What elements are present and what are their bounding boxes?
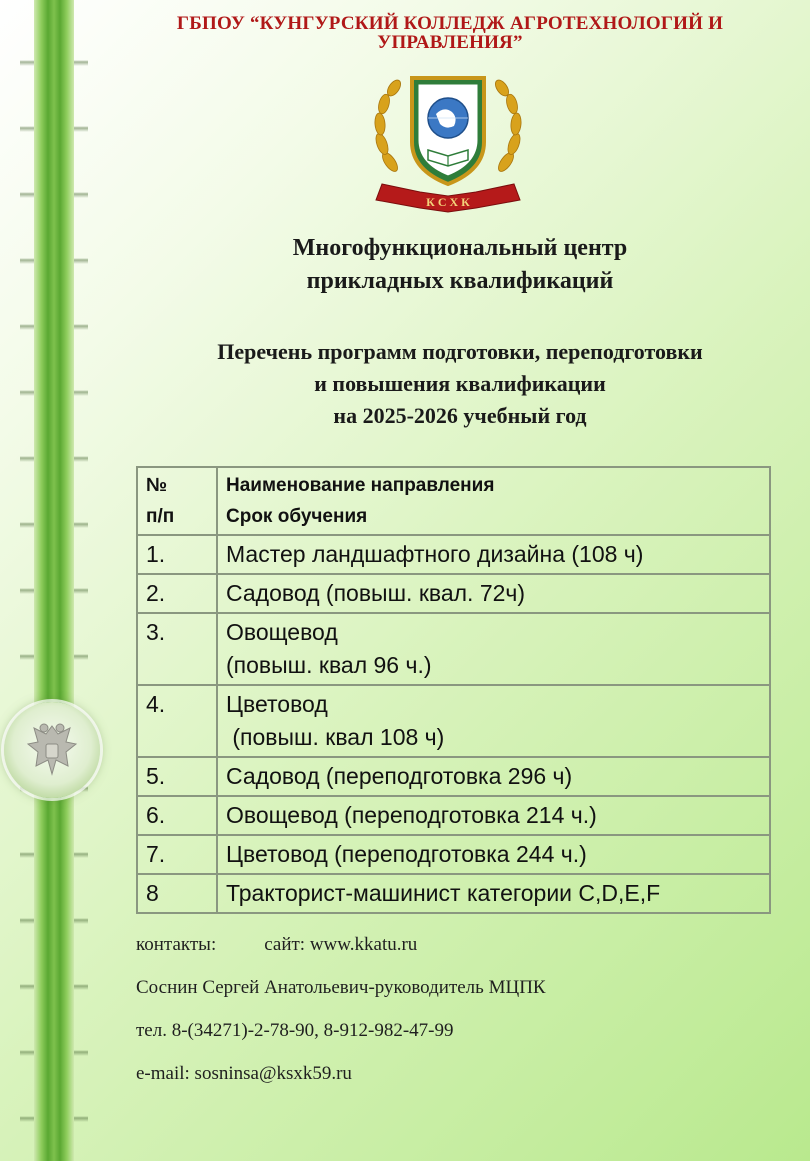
- row-program: Мастер ландшафтного дизайна (108 ч): [217, 535, 770, 574]
- ribbon-ornament-right: [74, 0, 88, 1161]
- contact-person: Соснин Сергей Анатольевич-руководитель МЦПК: [136, 977, 546, 998]
- center-title-line1: Многофункциональный центр: [292, 235, 628, 261]
- contact-phone: тел. 8-(34271)-2-78-90, 8-912-982-47-99: [136, 1020, 454, 1041]
- college-emblem: [360, 66, 536, 221]
- contacts-row-site: [136, 930, 776, 973]
- row-number: 2.: [137, 574, 217, 613]
- table-row: [137, 574, 770, 613]
- programs-table: [136, 466, 771, 914]
- table-row: [137, 535, 770, 574]
- program-list-title-line3: на 2025-2026 учебный год: [333, 403, 587, 428]
- emblem-ribbon-text: К С Х К: [426, 195, 470, 209]
- row-number: 6.: [137, 796, 217, 835]
- table-row: [137, 874, 770, 913]
- row-program: Овощевод (повыш. квал 96 ч.): [217, 613, 770, 685]
- table-header-number: № п/п: [137, 467, 217, 535]
- row-program: Цветовод (повыш. квал 108 ч): [217, 685, 770, 757]
- program-list-title-line2: и повышения квалификации: [314, 371, 606, 396]
- center-title: [160, 232, 760, 298]
- row-program: Садовод (повыш. квал. 72ч): [217, 574, 770, 613]
- row-number: 8: [137, 874, 217, 913]
- row-number: 1.: [137, 535, 217, 574]
- program-list-title: [110, 336, 810, 432]
- row-number: 3.: [137, 613, 217, 685]
- coat-of-arms-medallion: [4, 702, 100, 798]
- ribbon-ornament-left: [20, 0, 34, 1161]
- contacts-block: [136, 930, 776, 1102]
- row-program: Цветовод (переподготовка 244 ч.): [217, 835, 770, 874]
- table-header-name: Наименование направления Срок обучения: [217, 467, 770, 535]
- organization-name-line2: УПРАВЛЕНИЯ”: [377, 32, 523, 53]
- double-headed-eagle-icon: [22, 718, 82, 782]
- organization-name: [120, 14, 780, 52]
- contact-email[interactable]: e-mail: sosninsa@ksxk59.ru: [136, 1063, 352, 1084]
- table-row: [137, 796, 770, 835]
- table-row: [137, 757, 770, 796]
- row-number: 7.: [137, 835, 217, 874]
- decorative-ribbon: [34, 0, 74, 1161]
- center-title-line2: прикладных квалификаций: [306, 268, 614, 294]
- row-program: Тракторист-машинист категории С,D,Е,F: [217, 874, 770, 913]
- table-row: [137, 685, 770, 757]
- table-row: [137, 835, 770, 874]
- organization-name-line1: ГБПОУ “КУНГУРСКИЙ КОЛЛЕДЖ АГРОТЕХНОЛОГИЙ И: [176, 13, 724, 34]
- row-program: Овощевод (переподготовка 214 ч.): [217, 796, 770, 835]
- table-header-row: [137, 467, 770, 535]
- row-number: 4.: [137, 685, 217, 757]
- website-link[interactable]: сайт: www.kkatu.ru: [264, 934, 418, 955]
- table-row: [137, 613, 770, 685]
- row-program: Садовод (переподготовка 296 ч): [217, 757, 770, 796]
- row-number: 5.: [137, 757, 217, 796]
- contacts-label: контакты:: [136, 934, 217, 955]
- program-list-title-line1: Перечень программ подготовки, переподготовки: [217, 339, 703, 364]
